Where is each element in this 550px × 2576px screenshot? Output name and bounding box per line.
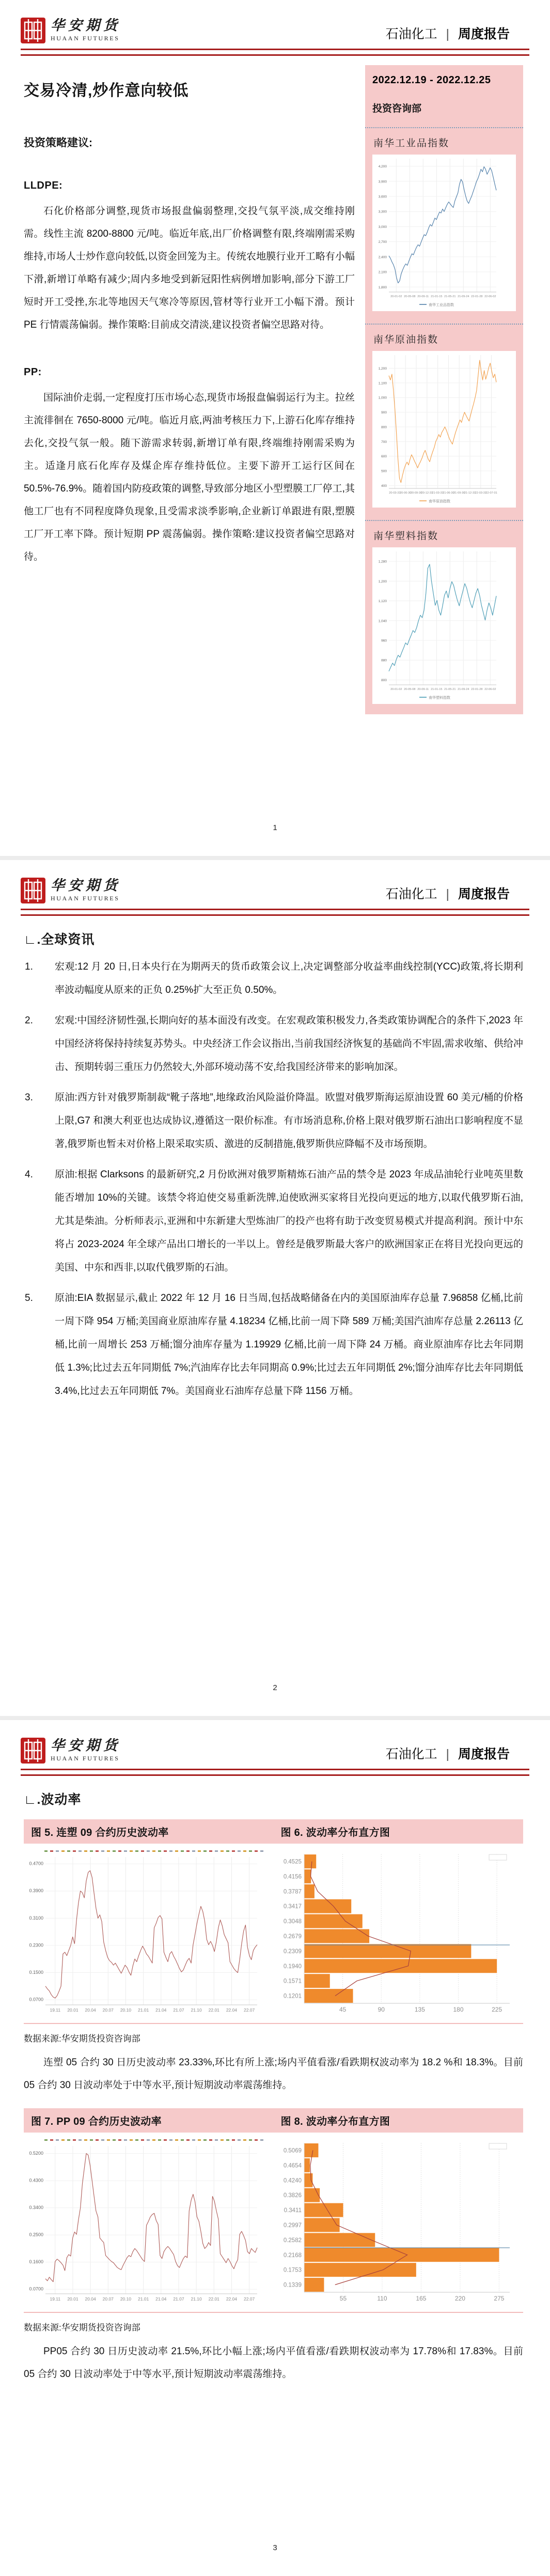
svg-text:22-07-01: 22-07-01 <box>485 492 497 495</box>
svg-text:0.1201: 0.1201 <box>283 1993 302 2000</box>
figure8-chart <box>277 2138 524 2309</box>
svg-text:700: 700 <box>381 440 387 444</box>
volatility-heading: ∟.波动率 <box>24 1792 82 1807</box>
doc-category: 石油化工 <box>385 1747 437 1761</box>
svg-text:20.01: 20.01 <box>67 2007 78 2013</box>
huaan-futures-logo-icon <box>21 1738 45 1764</box>
huaan-futures-logo-icon <box>21 878 45 903</box>
svg-text:135: 135 <box>414 2006 425 2013</box>
svg-text:55: 55 <box>339 2295 347 2302</box>
svg-text:0.1600: 0.1600 <box>29 2259 43 2265</box>
page-separator <box>0 856 550 860</box>
list-item-number: 2. <box>25 1015 33 1026</box>
doc-type: 周度报告 <box>458 887 510 901</box>
svg-text:21-12-31: 21-12-31 <box>464 492 476 495</box>
nanhua-plastic-chart <box>372 547 516 704</box>
svg-text:21.07: 21.07 <box>173 2296 184 2302</box>
svg-text:22-03-31: 22-03-31 <box>475 492 487 495</box>
svg-text:22.01: 22.01 <box>208 2007 219 2013</box>
svg-text:21-05-21: 21-05-21 <box>444 295 456 298</box>
svg-text:20-05-08: 20-05-08 <box>404 295 416 298</box>
svg-text:20.07: 20.07 <box>102 2007 114 2013</box>
brand-name-cn: 华安期货 <box>51 18 121 33</box>
data-source-line: 数据来源:华安期货投资咨询部 <box>24 2034 140 2044</box>
doc-title-divider: | <box>446 27 450 41</box>
svg-text:19.11: 19.11 <box>50 2007 61 2013</box>
svg-text:0.3900: 0.3900 <box>29 1888 43 1894</box>
svg-text:0.4300: 0.4300 <box>29 2178 43 2183</box>
section-label-pp: PP: <box>24 366 42 378</box>
svg-text:500: 500 <box>381 469 387 473</box>
svg-text:1,120: 1,120 <box>378 600 387 604</box>
sidebar-divider <box>365 520 523 521</box>
svg-text:900: 900 <box>381 411 387 415</box>
svg-text:21.10: 21.10 <box>191 2007 202 2013</box>
svg-text:220: 220 <box>454 2295 465 2302</box>
list-item <box>24 1009 523 1079</box>
svg-text:2,400: 2,400 <box>378 255 387 259</box>
svg-text:22-06-02: 22-06-02 <box>484 295 496 298</box>
page-number: 1 <box>273 823 277 832</box>
svg-text:1,000: 1,000 <box>378 396 387 400</box>
svg-text:21.01: 21.01 <box>137 2007 149 2013</box>
svg-text:225: 225 <box>491 2006 502 2013</box>
svg-text:20-06-30: 20-06-30 <box>400 492 412 495</box>
svg-text:22.04: 22.04 <box>226 2296 238 2302</box>
svg-text:21.07: 21.07 <box>173 2007 184 2013</box>
svg-text:0.2309: 0.2309 <box>283 1948 302 1955</box>
svg-text:600: 600 <box>381 455 387 459</box>
nanhua-industrial-chart <box>372 155 516 311</box>
list-item-text: 宏观:中国经济韧性强,长期向好的基本面没有改变。在宏观政策积极发力,各类政策协调配合的条件下,2023 年中国经济将保持持续复苏势头。中央经济工作会议指出,当前我国经济恢复的基础尚不牢固,需求收缩、供给冲击、预期转弱三重压力仍然较大,外部环境动荡不安,给我国经济带来的影响加深。 <box>55 1015 523 1072</box>
svg-text:165: 165 <box>415 2295 426 2302</box>
page-header <box>0 1720 550 1764</box>
figure8-chart-svg <box>277 2138 516 2306</box>
data-source-line: 数据来源:华安期货投资咨询部 <box>24 2323 140 2333</box>
figure7-chart-svg <box>24 2142 262 2306</box>
figure6-chart <box>277 1849 524 2020</box>
svg-text:21-09-24: 21-09-24 <box>458 295 469 298</box>
report-page-2 <box>0 860 550 1716</box>
doc-category: 石油化工 <box>385 887 437 901</box>
figure5-caption: 图 5. 连塑 09 合约历史波动率 <box>31 1827 169 1838</box>
svg-text:0.3100: 0.3100 <box>29 1915 43 1921</box>
svg-text:1,100: 1,100 <box>378 381 387 386</box>
doc-category: 石油化工 <box>385 27 437 41</box>
svg-text:20.10: 20.10 <box>120 2296 132 2302</box>
svg-text:0.3787: 0.3787 <box>283 1889 302 1895</box>
svg-text:0.3400: 0.3400 <box>29 2205 43 2211</box>
figure6-chart-svg <box>277 1849 516 2017</box>
figure-row <box>24 2133 523 2313</box>
svg-text:22.07: 22.07 <box>243 2296 255 2302</box>
figure5-chart <box>24 1849 270 2020</box>
svg-text:3,000: 3,000 <box>378 225 387 229</box>
header-rule <box>21 1769 529 1776</box>
section-label-lldpe: LLDPE: <box>24 180 63 191</box>
brand-name-cn: 华安期货 <box>51 878 121 893</box>
svg-text:0.1500: 0.1500 <box>29 1970 43 1975</box>
svg-text:21.04: 21.04 <box>155 2296 167 2302</box>
list-item-text: 原油:根据 Clarksons 的最新研究,2 月份欧洲对俄罗斯精炼石油产品的禁令是 2023 年成品油轮行业吨英里数能否增加 10%的关键。该禁令将迫使交易重新洗牌,迫使欧洲买家将目光投向更远的地方,以取代俄罗斯石油,尤其是柴油。分析师表示,亚洲和中东新建大型炼油厂的投产也将有助于改变贸易模式并提高利润。预计中东将占 2023-2024 年全球产品出口增长的一半以上。曾经是俄罗斯最大客户的欧洲国家正在将目光投向更远的美国、中东和西非,以取代俄罗斯的石油。 <box>55 1169 523 1273</box>
svg-text:20-03-31: 20-03-31 <box>389 492 401 495</box>
svg-text:22-01-28: 22-01-28 <box>471 295 483 298</box>
svg-text:20-01-02: 20-01-02 <box>390 688 402 691</box>
svg-text:20-09-30: 20-09-30 <box>410 492 422 495</box>
brand-name-en: HUAAN FUTURES <box>51 895 120 902</box>
svg-text:21.04: 21.04 <box>155 2007 167 2013</box>
report-sidebar <box>365 65 523 714</box>
svg-text:0.2500: 0.2500 <box>29 2232 43 2237</box>
svg-text:0.3411: 0.3411 <box>284 2207 302 2214</box>
svg-text:0.1753: 0.1753 <box>283 2267 302 2274</box>
svg-text:0.1571: 0.1571 <box>283 1978 302 1985</box>
svg-text:0.2300: 0.2300 <box>29 1942 43 1948</box>
svg-text:2,700: 2,700 <box>378 240 387 244</box>
svg-text:0.5069: 0.5069 <box>283 2148 302 2154</box>
sidebar-divider <box>365 127 523 128</box>
strategy-heading: 投资策略建议: <box>24 137 92 149</box>
svg-text:3,300: 3,300 <box>378 210 387 214</box>
svg-text:0.3417: 0.3417 <box>283 1904 302 1910</box>
svg-text:22.04: 22.04 <box>226 2007 238 2013</box>
svg-text:0.0700: 0.0700 <box>29 1997 43 2002</box>
figure-row <box>24 1844 523 2024</box>
brand-name-en: HUAAN FUTURES <box>51 1755 120 1762</box>
svg-text:4,200: 4,200 <box>378 165 387 169</box>
volatility-comment-l: 连塑 05 合约 30 日历史波动率 23.33%,环比有所上涨;场内平值看涨/看跌期权波动率为 18.2 %和 18.3%。目前 05 合约 30 日波动率处于中等水平,预计短期波动率震荡维持。 <box>24 2057 523 2091</box>
svg-text:960: 960 <box>381 639 387 643</box>
list-item-text: 原油:西方针对俄罗斯制裁“靴子落地”,地缘政治风险溢价降温。欧盟对俄罗斯海运原油设置 60 美元/桶的价格上限,G7 和澳大利亚也达成协议,遵循这一限价标准。有市场消息称,价格上限对俄罗斯石油出口影响程度不显著,俄罗斯也暂未对价格上限采取实质、激进的反制措施,俄罗斯供应降幅不及市场预期。 <box>55 1092 523 1149</box>
svg-text:0.2997: 0.2997 <box>283 2222 302 2229</box>
report-title: 交易冷清,炒作意向较低 <box>24 82 189 99</box>
svg-text:22-01-28: 22-01-28 <box>471 688 483 691</box>
svg-text:1,040: 1,040 <box>378 619 387 623</box>
figure7-chart <box>24 2138 270 2309</box>
list-item-text: 原油:EIA 数据显示,截止 2022 年 12 月 16 日当周,包括战略储备在内的美国原油库存总量 7.96858 亿桶,比前一周下降 954 万桶;美国商业原油库存量 4.18234 亿桶,比前一周下降 589 万桶;美国汽油库存总量 2.26113 亿桶,比前一周增长 253 万桶;馏分油库存量为 1.19929 亿桶,比前一周下降 24 万桶。商业原油库存比去年同期低 1.3%;比过去五年同期低 7%;汽油库存比去年同期高 0.9%;比过去五年同期低 2%;馏分油库存比去年同期低 3.4%,比过去五年同期低 7%。美国商业石油库存总量下降 1156 万桶。 <box>55 1293 523 1397</box>
svg-text:400: 400 <box>381 484 387 488</box>
svg-text:22-06-02: 22-06-02 <box>484 688 496 691</box>
svg-text:19.11: 19.11 <box>50 2296 61 2302</box>
svg-text:0.1339: 0.1339 <box>283 2282 302 2289</box>
svg-text:45: 45 <box>339 2006 346 2013</box>
svg-text:20.04: 20.04 <box>85 2296 96 2302</box>
svg-text:1,200: 1,200 <box>378 367 387 371</box>
list-item <box>24 1163 523 1279</box>
svg-text:0.2582: 0.2582 <box>283 2237 302 2244</box>
svg-text:20.10: 20.10 <box>120 2007 132 2013</box>
svg-text:南华原油指数: 南华原油指数 <box>429 500 450 503</box>
page-header <box>0 0 550 43</box>
svg-text:21.01: 21.01 <box>137 2296 149 2302</box>
nanhua-crude-chart-svg <box>372 351 501 505</box>
volatility-comment-pp: PP05 合约 30 日历史波动率 21.5%,环比小幅上涨;场内平值看涨/看跌期权波动率为 17.78%和 17.83%。目前 05 合约 30 日波动率处于中等水平,预计短期波动率震荡维持。 <box>24 2346 523 2380</box>
list-item-number: 5. <box>25 1293 33 1304</box>
brand-name-cn: 华安期货 <box>51 1738 121 1753</box>
chart-title-plastic: 南华塑料指数 <box>373 531 439 542</box>
svg-text:20.01: 20.01 <box>67 2296 78 2302</box>
doc-title-divider: | <box>446 1747 450 1761</box>
svg-text:880: 880 <box>381 658 387 663</box>
svg-text:3,900: 3,900 <box>378 180 387 184</box>
svg-text:800: 800 <box>381 425 387 430</box>
brand-block <box>21 1738 121 1764</box>
svg-text:22.01: 22.01 <box>208 2296 219 2302</box>
svg-text:南华塑料指数: 南华塑料指数 <box>429 696 450 700</box>
svg-text:21-05-21: 21-05-21 <box>444 688 456 691</box>
svg-text:20-09-11: 20-09-11 <box>417 295 429 298</box>
svg-text:0.5200: 0.5200 <box>29 2151 43 2156</box>
list-item-number: 4. <box>25 1169 33 1180</box>
header-rule <box>21 909 529 916</box>
lldpe-paragraph: 石化价格部分调整,现货市场报盘偏弱整理,交投气氛平淡,成交维持刚需。线性主流 8200-8800 元/吨。临近年底,出厂价格调整有限,终端刚需采购维持,市场人士炒作意向较低,以资金回笼为主。传统农地膜行业开工略有小幅下滑,新增订单略有减少;周内多地受到新冠阳性病例增加影响,部分下游工厂短时开工受挫,东北等地因天气寒冷等原因,管材等行业开工小幅下滑。预计 PE 行情震荡偏弱。操作策略:目前成交清淡,建议投资者偏空思路对待。 <box>24 206 355 330</box>
document-title <box>386 1744 510 1764</box>
svg-text:90: 90 <box>378 2006 385 2013</box>
svg-text:20.04: 20.04 <box>85 2007 96 2013</box>
svg-text:3,600: 3,600 <box>378 195 387 199</box>
pp-paragraph: 国际油价走弱,一定程度打压市场心态,现货市场报盘偏弱运行为主。拉丝主流徘徊在 7650-8000 元/吨。临近月底,两油考核压力下,上游石化库存维持去化,交投气氛一般。随下游需求转弱,新增订单有限,终端维持刚需采购为主。适逢月底石化库存及煤企库存维持低位。主要下游开工运行区间在 50.5%-76.9%。随着国内防疫政策的调整,导致部分地区小型塑膜工厂停工,其他工厂也有不同程度降负现象,且受需求淡季影响,企业新订单跟进有限,塑膜工厂开工率下降。预计短期 PP 震荡偏弱。操作策略:建议投资者偏空思路对待。 <box>24 392 355 562</box>
sidebar-divider <box>365 324 523 325</box>
report-page-3 <box>0 1720 550 2576</box>
document-title <box>386 24 510 43</box>
brand-block <box>21 878 121 903</box>
svg-text:20-09-11: 20-09-11 <box>417 688 429 691</box>
chart-title-crude: 南华原油指数 <box>373 334 439 345</box>
brand-name-en: HUAAN FUTURES <box>51 35 120 42</box>
chart-title-industrial: 南华工业品指数 <box>373 138 450 149</box>
svg-text:0.4700: 0.4700 <box>29 1861 43 1866</box>
figure6-caption: 图 6. 波动率分布直方图 <box>280 1827 390 1838</box>
page-separator <box>0 1716 550 1720</box>
list-item <box>24 955 523 1002</box>
svg-text:180: 180 <box>452 2006 464 2013</box>
list-item-text: 宏观:12 月 20 日,日本央行在为期两天的货币政策会议上,决定调整部分收益率曲线控制(YCC)政策,将长期利率波动幅度从原来的正负 0.25%扩大至正负 0.50%。 <box>55 961 523 995</box>
svg-text:0.4156: 0.4156 <box>283 1874 302 1880</box>
svg-text:南华工业品指数: 南华工业品指数 <box>429 303 454 307</box>
page-number: 3 <box>273 2543 277 2552</box>
list-item <box>24 1286 523 1403</box>
brand-block <box>21 18 121 43</box>
svg-text:21-01-15: 21-01-15 <box>431 295 443 298</box>
global-news-heading: ∟.全球资讯 <box>24 932 95 947</box>
doc-type: 周度报告 <box>458 27 510 41</box>
svg-text:20.07: 20.07 <box>102 2296 114 2302</box>
svg-text:0.1940: 0.1940 <box>283 1963 302 1970</box>
figure7-caption: 图 7. PP 09 合约历史波动率 <box>31 2116 162 2127</box>
list-item <box>24 1086 523 1156</box>
document-title <box>386 884 510 903</box>
svg-text:0.2679: 0.2679 <box>283 1933 302 1940</box>
svg-text:0.3826: 0.3826 <box>283 2192 302 2199</box>
svg-text:0.4240: 0.4240 <box>283 2178 302 2184</box>
nanhua-crude-chart <box>372 351 516 508</box>
figure-caption-band <box>24 2108 523 2133</box>
svg-text:21-09-30: 21-09-30 <box>453 492 465 495</box>
figure5-legend-strip <box>44 1850 265 1852</box>
department-name: 投资咨询部 <box>372 103 422 114</box>
svg-text:1,800: 1,800 <box>378 285 387 289</box>
global-news-list <box>24 955 523 1403</box>
svg-text:2,100: 2,100 <box>378 270 387 274</box>
huaan-futures-logo-icon <box>21 18 45 43</box>
svg-text:800: 800 <box>381 678 387 682</box>
report-date-range: 2022.12.19 - 2022.12.25 <box>372 74 491 86</box>
figure8-caption: 图 8. 波动率分布直方图 <box>280 2116 390 2127</box>
svg-text:21-09-24: 21-09-24 <box>458 688 469 691</box>
doc-type: 周度报告 <box>458 1747 510 1761</box>
svg-text:0.4654: 0.4654 <box>283 2163 302 2169</box>
list-item-number: 1. <box>25 961 33 972</box>
svg-text:21.10: 21.10 <box>191 2296 202 2302</box>
header-rule <box>21 49 529 56</box>
figure7-legend-strip <box>44 2139 265 2141</box>
figure5-chart-svg <box>24 1853 262 2017</box>
svg-text:0.2168: 0.2168 <box>283 2252 302 2259</box>
svg-text:20-05-08: 20-05-08 <box>404 688 416 691</box>
svg-text:0.4525: 0.4525 <box>283 1859 302 1865</box>
svg-text:21-03-31: 21-03-31 <box>432 492 444 495</box>
svg-text:0.3048: 0.3048 <box>283 1919 302 1925</box>
svg-text:21-06-30: 21-06-30 <box>443 492 454 495</box>
svg-text:1,280: 1,280 <box>378 560 387 564</box>
svg-text:1,200: 1,200 <box>378 579 387 584</box>
figure-caption-band <box>24 1819 523 1844</box>
svg-text:20-12-31: 20-12-31 <box>421 492 433 495</box>
doc-title-divider: | <box>446 887 450 901</box>
svg-text:0.0700: 0.0700 <box>29 2286 43 2292</box>
report-page-1 <box>0 0 550 856</box>
page-number: 2 <box>273 1683 277 1692</box>
nanhua-industrial-chart-svg <box>372 155 501 309</box>
svg-text:21-01-15: 21-01-15 <box>431 688 443 691</box>
list-item-number: 3. <box>25 1092 33 1103</box>
nanhua-plastic-chart-svg <box>372 547 501 701</box>
svg-text:275: 275 <box>493 2295 504 2302</box>
svg-text:22.07: 22.07 <box>243 2007 255 2013</box>
svg-text:110: 110 <box>376 2295 387 2302</box>
page-header <box>0 860 550 903</box>
svg-text:20-01-02: 20-01-02 <box>390 295 402 298</box>
